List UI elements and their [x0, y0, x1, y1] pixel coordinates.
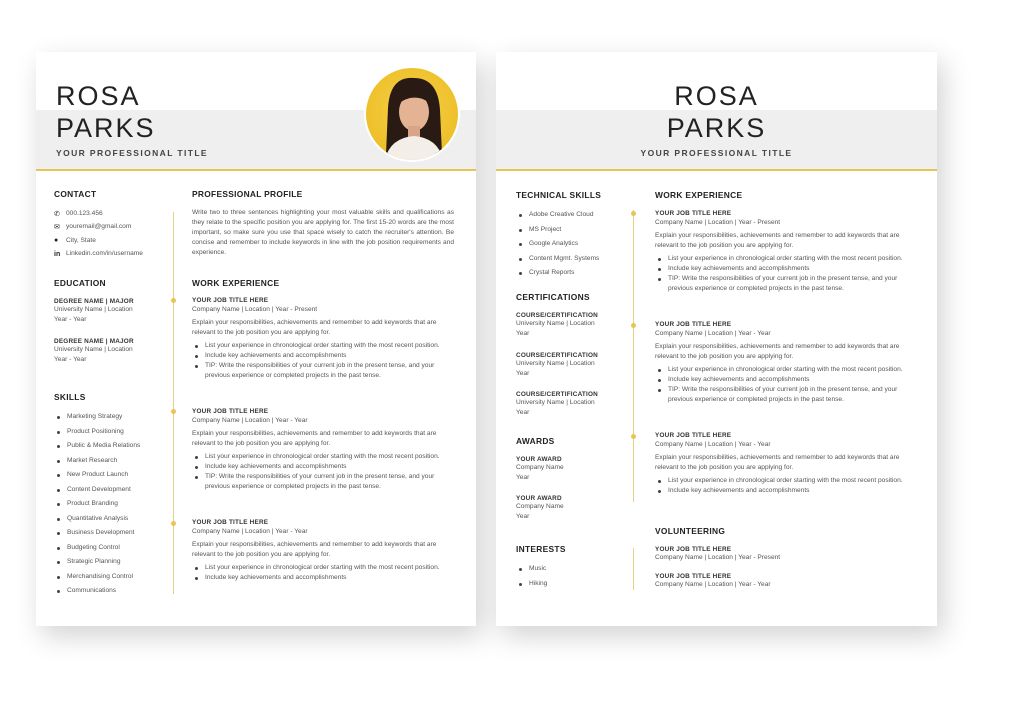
skill-item: Merchandising Control [54, 570, 194, 585]
skill-item: Business Development [54, 526, 194, 541]
job-company: Company Name | Location | Year - Year [192, 417, 308, 424]
job-bullets: List your experience in chronological order starting with the most recent position. Include key achievements and accomplishments TIP: Write the responsibilities of your current job in the present tense, and your previous experience or completed projects in the past tense. [655, 254, 917, 294]
technical-skill-item: MS Project [516, 223, 628, 238]
timeline-dot [631, 434, 636, 439]
header-divider [496, 169, 937, 171]
contact-linkedin[interactable]: in Linkedin.com/in/username [54, 250, 143, 258]
contact-email[interactable]: ✉ youremail@gmail.com [54, 223, 132, 232]
column-divider [633, 210, 634, 502]
timeline-dot [171, 409, 176, 414]
award-item: YOUR AWARD Company Name Year [516, 495, 564, 520]
resume-page-1 [36, 52, 476, 626]
volunteering-heading: VOLUNTEERING [655, 526, 726, 536]
job-description: Explain your responsibilities, achievements and remember to add keywords that are relevant to the job position you are applying for. [192, 430, 437, 447]
job-company: Company Name | Location | Year - Present [192, 306, 318, 313]
job-title: YOUR JOB TITLE HERE [192, 408, 269, 415]
job-bullets: List your experience in chronological order starting with the most recent position. Include key achievements and accomplishments TIP: Write the responsibilities of your current job in the present tense, and your previous experience or completed projects in the past tense. [192, 341, 454, 381]
job-entry [192, 297, 454, 381]
job-company: Company Name | Location | Year - Year [655, 441, 771, 448]
job-title: YOUR JOB TITLE HERE [655, 432, 732, 439]
work-experience-heading: WORK EXPERIENCE [655, 190, 743, 200]
last-name: PARKS [56, 113, 156, 143]
job-title: YOUR JOB TITLE HERE [655, 210, 732, 217]
skill-item: Quantitative Analysis [54, 512, 194, 527]
timeline-dot [631, 323, 636, 328]
education-heading: EDUCATION [54, 278, 106, 288]
technical-skill-item: Crystal Reports [516, 266, 628, 281]
first-name: ROSA [674, 81, 759, 111]
interests-heading: INTERESTS [516, 544, 566, 554]
awards-heading: AWARDS [516, 436, 555, 446]
technical-skills-heading: TECHNICAL SKILLS [516, 190, 602, 200]
contact-location: ● City, State [54, 236, 96, 245]
job-entry [655, 210, 917, 294]
job-title: YOUR JOB TITLE HERE [192, 297, 269, 304]
technical-skill-item: Google Analytics [516, 237, 628, 252]
timeline-dot [171, 298, 176, 303]
job-entry [655, 432, 917, 496]
education-item: DEGREE NAME | MAJOR University Name | Location Year - Year [54, 298, 134, 323]
job-company: Company Name | Location | Year - Year [192, 528, 308, 535]
certification-item: COURSE/CERTIFICATION University Name | Location Year [516, 391, 598, 416]
interest-item: Music [516, 562, 628, 577]
job-entry [192, 408, 454, 492]
technical-skill-item: Adobe Creative Cloud [516, 208, 628, 223]
education-item: DEGREE NAME | MAJOR University Name | Location Year - Year [54, 338, 134, 363]
certifications-heading: CERTIFICATIONS [516, 292, 590, 302]
phone-icon: ✆ [54, 210, 60, 218]
skill-item: Product Branding [54, 497, 194, 512]
last-name: PARKS [666, 113, 767, 143]
job-company: Company Name | Location | Year - Present [655, 219, 781, 226]
contact-heading: CONTACT [54, 189, 97, 199]
professional-title: YOUR PROFESSIONAL TITLE [640, 148, 793, 158]
column-divider [633, 548, 634, 590]
job-description: Explain your responsibilities, achievements and remember to add keywords that are relevant to the job position you are applying for. [192, 319, 437, 336]
skill-item: Content Development [54, 483, 194, 498]
skill-item: Strategic Planning [54, 555, 194, 570]
resume-page-2 [496, 52, 937, 626]
profile-photo [364, 66, 460, 162]
job-title: YOUR JOB TITLE HERE [655, 321, 732, 328]
header-divider [36, 169, 476, 171]
contact-list [54, 207, 143, 261]
email-icon: ✉ [54, 224, 60, 232]
professional-title: YOUR PROFESSIONAL TITLE [56, 148, 208, 158]
job-description: Explain your responsibilities, achievements and remember to add keywords that are relevant to the job position you are applying for. [655, 454, 900, 471]
location-pin-icon: ● [54, 237, 59, 245]
skill-item: Public & Media Relations [54, 439, 194, 454]
volunteering-item: YOUR JOB TITLE HERE Company Name | Location | Year - Present [655, 546, 781, 561]
certification-item: COURSE/CERTIFICATION University Name | Location Year [516, 312, 598, 337]
job-description: Explain your responsibilities, achievements and remember to add keywords that are relevant to the job position you are applying for. [655, 232, 900, 249]
job-bullets: List your experience in chronological order starting with the most recent position. Include key achievements and accomplishments TIP: Write the responsibilities of your current job in the present tense, and your previous experience or completed projects in the past tense. [655, 365, 917, 405]
timeline-dot [631, 211, 636, 216]
skill-item: Market Research [54, 454, 194, 469]
profile-heading: PROFESSIONAL PROFILE [192, 189, 303, 199]
award-item: YOUR AWARD Company Name Year [516, 456, 564, 481]
interest-item: Hiking [516, 577, 628, 592]
interests-list [516, 562, 628, 591]
linkedin-icon: in [54, 250, 61, 258]
job-bullets: List your experience in chronological order starting with the most recent position. Include key achievements and accomplishments [192, 563, 454, 583]
skill-item: Budgeting Control [54, 541, 194, 556]
skill-item: New Product Launch [54, 468, 194, 483]
job-entry [655, 321, 917, 405]
job-title: YOUR JOB TITLE HERE [192, 519, 269, 526]
skill-item: Marketing Strategy [54, 410, 194, 425]
certification-item: COURSE/CERTIFICATION University Name | Location Year [516, 352, 598, 377]
volunteering-item: YOUR JOB TITLE HERE Company Name | Location | Year - Year [655, 573, 771, 588]
job-bullets: List your experience in chronological order starting with the most recent position. Include key achievements and accomplishments TIP: Write the responsibilities of your current job in the present tense, and your previous experience or completed projects in the past tense. [192, 452, 454, 492]
job-entry [192, 519, 454, 583]
column-divider [173, 212, 174, 594]
job-bullets: List your experience in chronological order starting with the most recent position. Include key achievements and accomplishments [655, 476, 917, 496]
timeline-dot [171, 521, 176, 526]
contact-phone: ✆ 000.123.456 [54, 209, 103, 218]
profile-text: Write two to three sentences highlighting your most valuable skills and qualifications as they relate to the specific position you are applying for. The first 15-20 words are the most important, so make sure you use that space wisely to catch the recruiter's attention. Be concise and remember to include keywords in line with the job position requirements and experience. [192, 209, 454, 256]
skills-heading: SKILLS [54, 392, 86, 402]
technical-skills-list [516, 208, 628, 281]
job-company: Company Name | Location | Year - Year [655, 330, 771, 337]
skill-item: Product Positioning [54, 425, 194, 440]
technical-skill-item: Content Mgmt. Systems [516, 252, 628, 267]
skill-item: Communications [54, 584, 194, 599]
work-experience-heading: WORK EXPERIENCE [192, 278, 280, 288]
job-description: Explain your responsibilities, achievements and remember to add keywords that are relevant to the job position you are applying for. [192, 541, 437, 558]
job-description: Explain your responsibilities, achievements and remember to add keywords that are relevant to the job position you are applying for. [655, 343, 900, 360]
first-name: ROSA [56, 81, 141, 111]
